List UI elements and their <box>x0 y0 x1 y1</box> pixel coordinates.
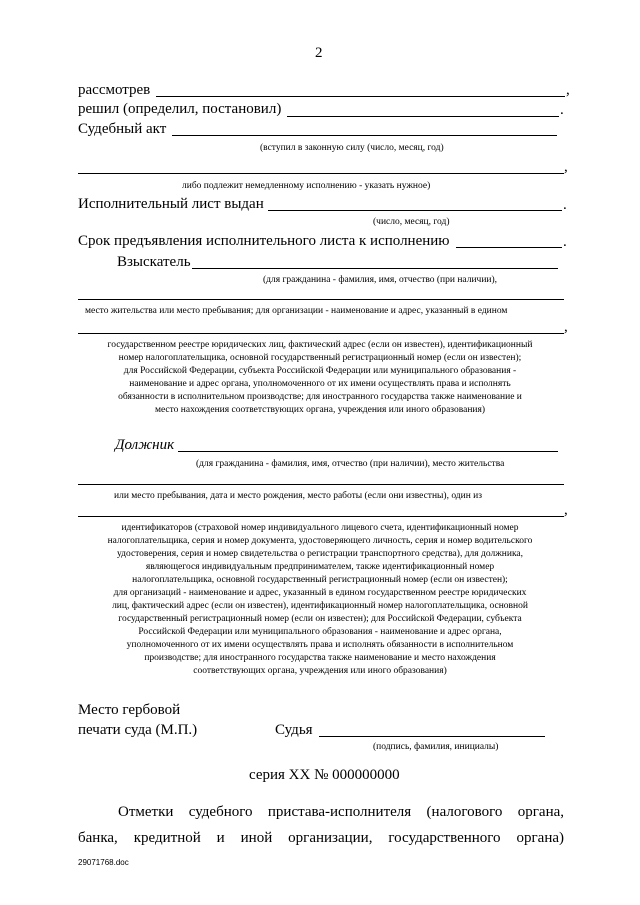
debtor-line-2 <box>78 484 564 485</box>
writ-issued-line <box>268 210 562 211</box>
decided-label: решил (определил, постановил) <box>78 101 282 117</box>
judge-label: Судья <box>275 722 313 738</box>
claimant-hint-line: обязанности в исполнительном производстве; для иностранного государства также наименование и <box>118 392 522 402</box>
judge-hint: (подпись, фамилия, инициалы) <box>373 742 499 752</box>
presentation-term-label: Срок предъявления исполнительного листа к исполнению <box>78 233 450 249</box>
debtor-hint-line: производстве; для иностранного государства также наименование и место нахождения <box>144 653 496 663</box>
footer-filename: 29071768.doc <box>78 858 129 867</box>
writ-date-hint: (число, месяц, год) <box>373 217 450 227</box>
debtor-hint-line: налогоплательщика, серия и номер документа, удостоверяющего личность, серия и номер водительского <box>107 536 533 546</box>
debtor-hint-line: соответствующих органа, учреждения или иного образования) <box>193 666 447 676</box>
debtor-hint-line: государственный регистрационный номер (если он известен); для Российской Федерации, субъекта <box>118 614 522 624</box>
debtor-hint-line: являющегося индивидуальным предпринимателем, также идентификационный номер <box>145 562 495 572</box>
debtor-label: Должник <box>115 437 175 453</box>
writ-issued-label: Исполнительный лист выдан <box>78 196 264 212</box>
considered-line <box>156 96 565 97</box>
marks-line-2: банка, кредитной и иной организации, государственного органа) <box>78 830 564 846</box>
writ-issued-period: . <box>563 197 567 213</box>
debtor-hint-block <box>70 522 570 678</box>
decided-period: . <box>560 102 564 118</box>
debtor-hint-line: Российской Федерации или муниципального образования - наименование и адрес органа, <box>138 627 502 637</box>
presentation-term-period: . <box>563 234 567 250</box>
court-act-line-2 <box>78 173 564 174</box>
court-act-comma: , <box>564 159 568 175</box>
marks-line-1: Отметки судебного пристава-исполнителя (налогового органа, <box>118 804 564 820</box>
debtor-hint-2: или место пребывания, дата и место рождения, место работы (если они известны), один из <box>114 491 483 501</box>
judge-signature-line <box>319 736 545 737</box>
decided-line <box>287 116 559 117</box>
debtor-hint-line: уполномоченного от их имени осуществлять права и исполнять обязанности в исполнительном <box>126 640 514 650</box>
debtor-hint-line: налогоплательщика, основной государственный регистрационный номер (если он известен); <box>132 575 508 585</box>
court-act-label: Судебный акт <box>78 121 167 137</box>
immediate-hint: либо подлежит немедленному исполнению - указать нужное) <box>182 181 431 191</box>
claimant-hint-line: государственном реестре юридических лиц, фактический адрес (если он известен), идентификационный <box>107 340 533 350</box>
claimant-hint-block <box>70 339 570 417</box>
claimant-hint-line: место нахождения соответствующих органа, учреждения или иного образования) <box>154 405 486 415</box>
claimant-label: Взыскатель <box>117 254 191 270</box>
claimant-hint-line: для Российской Федерации, субъекта Российской Федерации или муниципального образования - <box>123 366 517 376</box>
claimant-line-3 <box>78 333 564 334</box>
page-number: 2 <box>315 45 323 61</box>
presentation-term-line <box>456 247 562 248</box>
seal-label-1: Место гербовой <box>78 702 181 718</box>
debtor-hint-line: удостоверения, серия и номер свидетельства о регистрации транспортного средства), для должника, <box>116 549 524 559</box>
considered-label: рассмотрев <box>78 82 151 98</box>
court-act-line <box>172 135 557 136</box>
claimant-hint-line: наименование и адрес органа, уполномоченного от их имени осуществлять права и исполнять <box>129 379 511 389</box>
claimant-line-2 <box>78 299 564 300</box>
debtor-line-3 <box>78 516 564 517</box>
debtor-hint: (для гражданина - фамилия, имя, отчество (при наличии), место жительства <box>196 459 505 469</box>
claimant-hint-2: место жительства или место пребывания; для организации - наименование и адрес, указанный в едином <box>85 306 508 316</box>
debtor-comma: , <box>564 502 568 518</box>
seal-label-2: печати суда (М.П.) <box>78 722 198 738</box>
claimant-line <box>192 268 558 269</box>
claimant-hint: (для гражданина - фамилия, имя, отчество (при наличии), <box>263 275 498 285</box>
claimant-hint-line: номер налогоплательщика, основной государственный регистрационный номер (если он известен); <box>118 353 522 363</box>
debtor-hint-line: идентификаторов (страховой номер индивидуального лицевого счета, идентификационный номер <box>121 523 519 533</box>
debtor-hint-line: для организаций - наименование и адрес, указанный в едином государственном реестре юридических <box>113 588 527 598</box>
claimant-comma: , <box>564 319 568 335</box>
court-act-hint: (вступил в законную силу (число, месяц, год) <box>260 143 444 153</box>
debtor-line <box>178 451 558 452</box>
marks-paragraph <box>78 799 564 851</box>
considered-comma: , <box>566 82 570 98</box>
debtor-hint-line: лиц, фактический адрес (если он известен), идентификационный номер налогоплательщика, основной <box>112 601 528 611</box>
series-number: серия XX № 000000000 <box>249 767 400 783</box>
